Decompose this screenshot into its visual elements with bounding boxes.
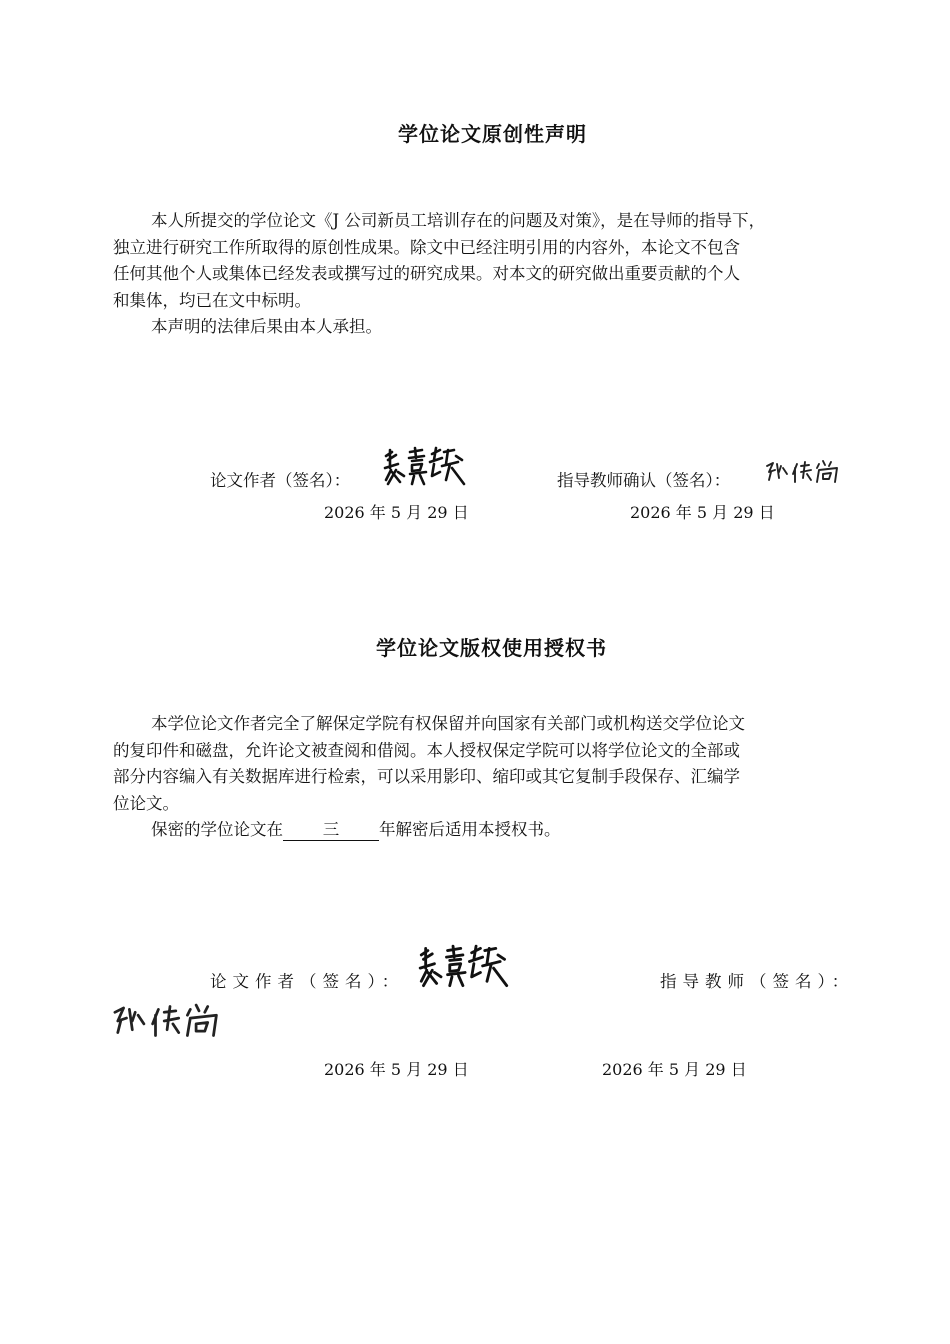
authorization-advisor-label: 指导教师（签名）： [660,972,855,991]
secret-suffix: 年解密后适用本授权书。 [379,820,561,839]
handwritten-signature-author [414,944,514,990]
authorization-author-label: 论文作者（签名）： [210,972,405,991]
authorization-line: 部分内容编入有关数据库进行检索，可以采用影印、缩印或其它复制手段保存、汇编学 [113,767,740,786]
handwritten-signature-advisor [765,458,845,486]
declaration-line: 本人所提交的学位论文《J 公司新员工培训存在的问题及对策》，是在导师的指导下， [151,211,766,230]
secret-prefix: 保密的学位论文在 [151,820,283,839]
declaration-advisor-signature [765,458,845,486]
declaration-advisor-label: 指导教师确认（签名）： [557,471,731,490]
authorization-author-signature [414,944,514,990]
authorization-line: 位论文。 [113,793,179,813]
authorization-advisor-date: 2026 年 5 月 29 日 [602,1060,747,1079]
authorization-advisor-signature [112,1000,228,1042]
declaration-line: 独立进行研究工作所取得的原创性成果。除文中已经注明引用的内容外，本论文不包含 [113,237,740,257]
declaration-title: 学位论文原创性声明 [398,122,587,146]
secret-clause [113,817,863,844]
authorization-line: 的复印件和磁盘，允许论文被查阅和借阅。本人授权保定学院可以将学位论文的全部或 [113,740,740,760]
declaration-author-label: 论文作者（签名）： [210,471,351,490]
declaration-advisor-date: 2026 年 5 月 29 日 [630,503,775,522]
authorization-title: 学位论文版权使用授权书 [376,636,607,660]
declaration-author-date: 2026 年 5 月 29 日 [324,503,469,522]
authorization-body [113,711,863,844]
handwritten-signature-author [382,446,468,488]
declaration-statement: 本声明的法律后果由本人承担。 [151,317,382,336]
authorization-author-date: 2026 年 5 月 29 日 [324,1060,469,1079]
declaration-body [113,208,863,341]
declaration-line: 和集体，均已在文中标明。 [113,290,311,310]
declaration-author-signature [382,446,468,488]
handwritten-signature-advisor [112,1000,228,1042]
authorization-line: 本学位论文作者完全了解保定学院有权保留并向国家有关部门或机构送交学位论文 [151,714,745,733]
declaration-line: 任何其他个人或集体已经发表或撰写过的研究成果。对本文的研究做出重要贡献的个人 [113,264,740,283]
secret-years-field: 三 [283,820,379,841]
